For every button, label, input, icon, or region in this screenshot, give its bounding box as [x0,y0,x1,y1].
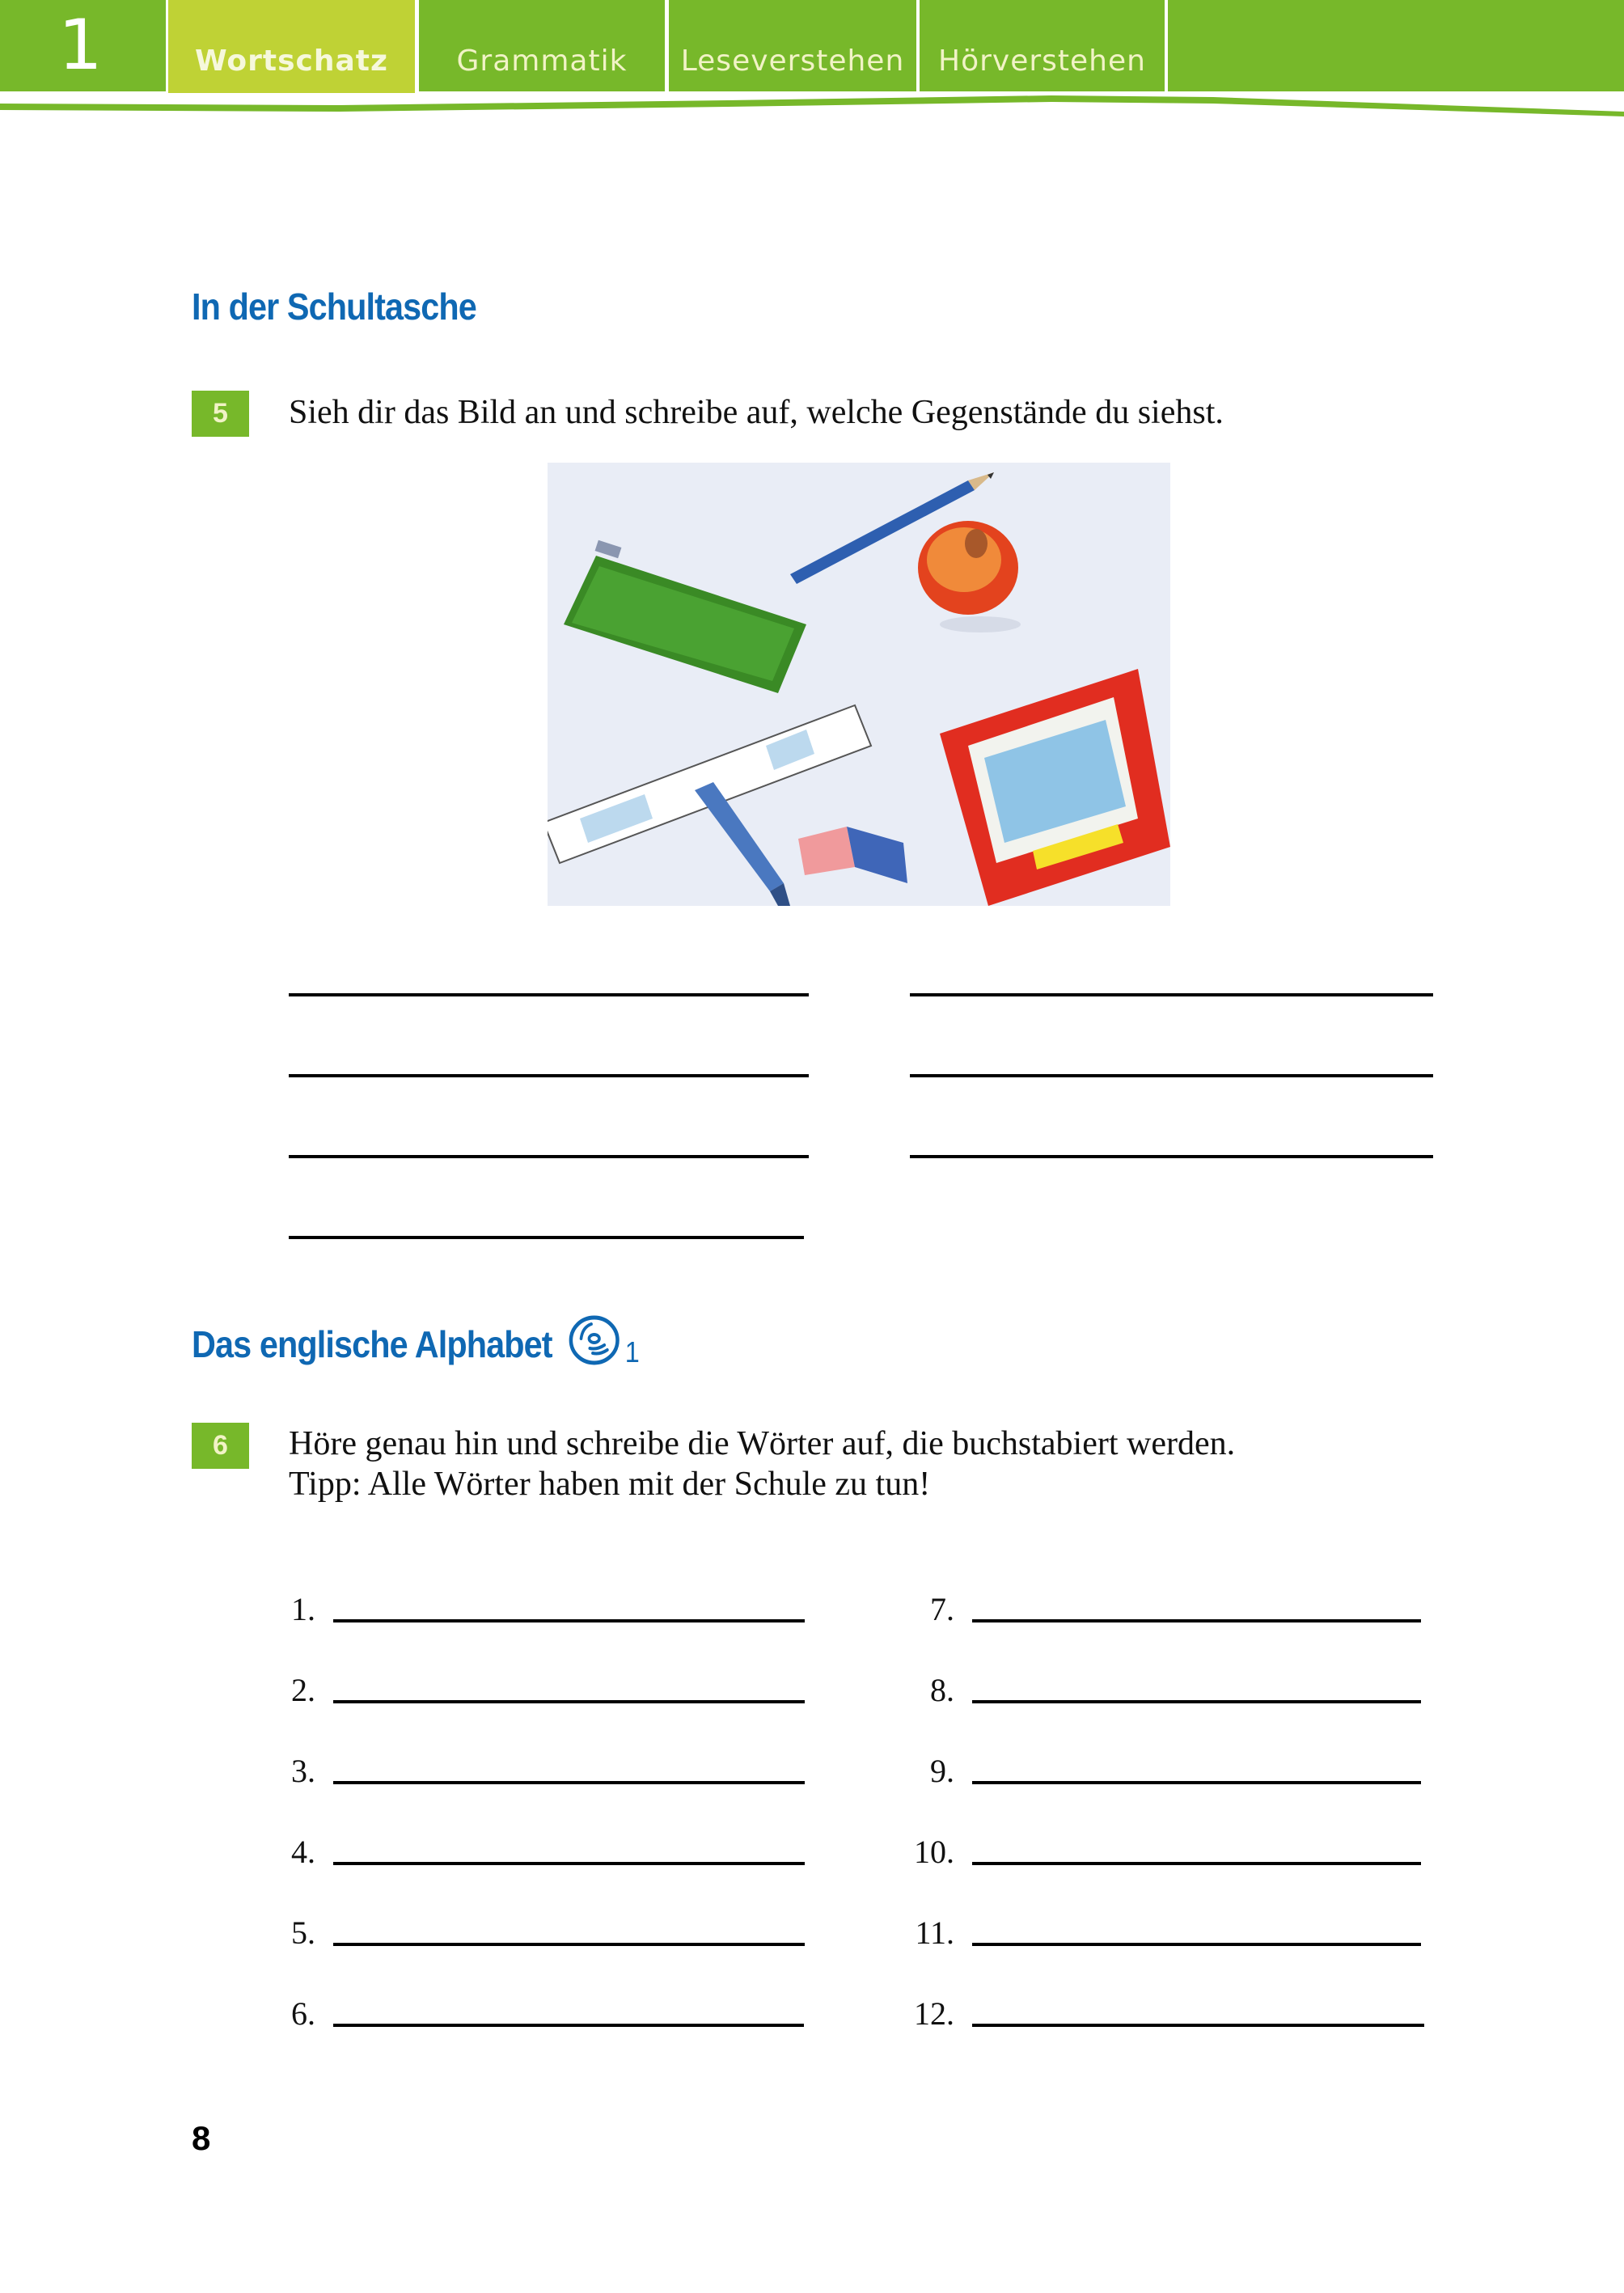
word-blank[interactable] [972,1862,1421,1865]
school-items-illustration [548,463,1170,906]
item-number: 12. [914,1995,954,2032]
chapter-number: 1 [0,0,166,91]
answer-blank[interactable] [910,1155,1433,1158]
word-blank[interactable] [972,1781,1421,1784]
item-number: 2. [291,1672,315,1708]
item-number: 8. [930,1672,954,1708]
word-blank[interactable] [972,1700,1421,1703]
header-filler [1168,0,1624,91]
cd-icon[interactable] [568,1309,623,1366]
item-number: 4. [291,1834,315,1870]
exercise-6-instruction [289,1424,1235,1504]
header-wave-divider [0,95,1624,120]
tab-leseverstehen[interactable]: Leseverstehen [669,0,916,91]
word-blank[interactable] [972,2024,1424,2027]
word-blank[interactable] [333,1862,805,1865]
section-title-alphabet [192,1316,639,1373]
answer-blank[interactable] [910,1074,1433,1077]
school-items-drawing [548,463,1170,906]
item-number: 10. [914,1834,954,1870]
item-number: 11. [915,1914,954,1951]
section-title-alphabet-text: Das englische Alphabet [192,1323,552,1365]
answer-blank[interactable] [289,1236,804,1239]
exercise-5-instruction: Sieh dir das Bild an und schreibe auf, welche Gegenstände du siehst. [289,394,1224,431]
exercise-badge-5: 5 [192,391,249,437]
answer-blank[interactable] [289,1155,809,1158]
word-blank[interactable] [333,1781,805,1784]
item-number: 5. [291,1914,315,1951]
answer-blank[interactable] [289,993,809,996]
word-blank[interactable] [333,1619,805,1622]
section-title-schultasche: In der Schultasche [192,286,476,328]
exercise-6-instruction-line1: Höre genau hin und schreibe die Wörter auf, die buchstabiert werden. [289,1425,1236,1462]
tab-grammatik[interactable]: Grammatik [419,0,665,91]
answer-blank[interactable] [289,1074,809,1077]
item-number: 1. [291,1591,315,1627]
word-blank[interactable] [333,1943,805,1946]
word-blank[interactable] [333,1700,805,1703]
chapter-header [0,0,1624,95]
exercise-badge-6: 6 [192,1423,249,1469]
item-number: 3. [291,1753,315,1789]
word-blank[interactable] [972,1619,1421,1622]
item-number: 6. [291,1995,315,2032]
audio-track-number: 1 [624,1335,639,1369]
answer-blank[interactable] [910,993,1433,996]
item-number: 7. [930,1591,954,1627]
page-number: 8 [192,2119,211,2157]
tab-wortschatz[interactable]: Wortschatz [168,0,415,93]
exercise-6-instruction-line2: Tipp: Alle Wörter haben mit der Schule zu tun! [289,1466,931,1503]
tab-hoerverstehen[interactable]: Hörverstehen [920,0,1165,91]
word-blank[interactable] [333,2024,804,2027]
word-blank[interactable] [972,1943,1421,1946]
item-number: 9. [930,1753,954,1789]
